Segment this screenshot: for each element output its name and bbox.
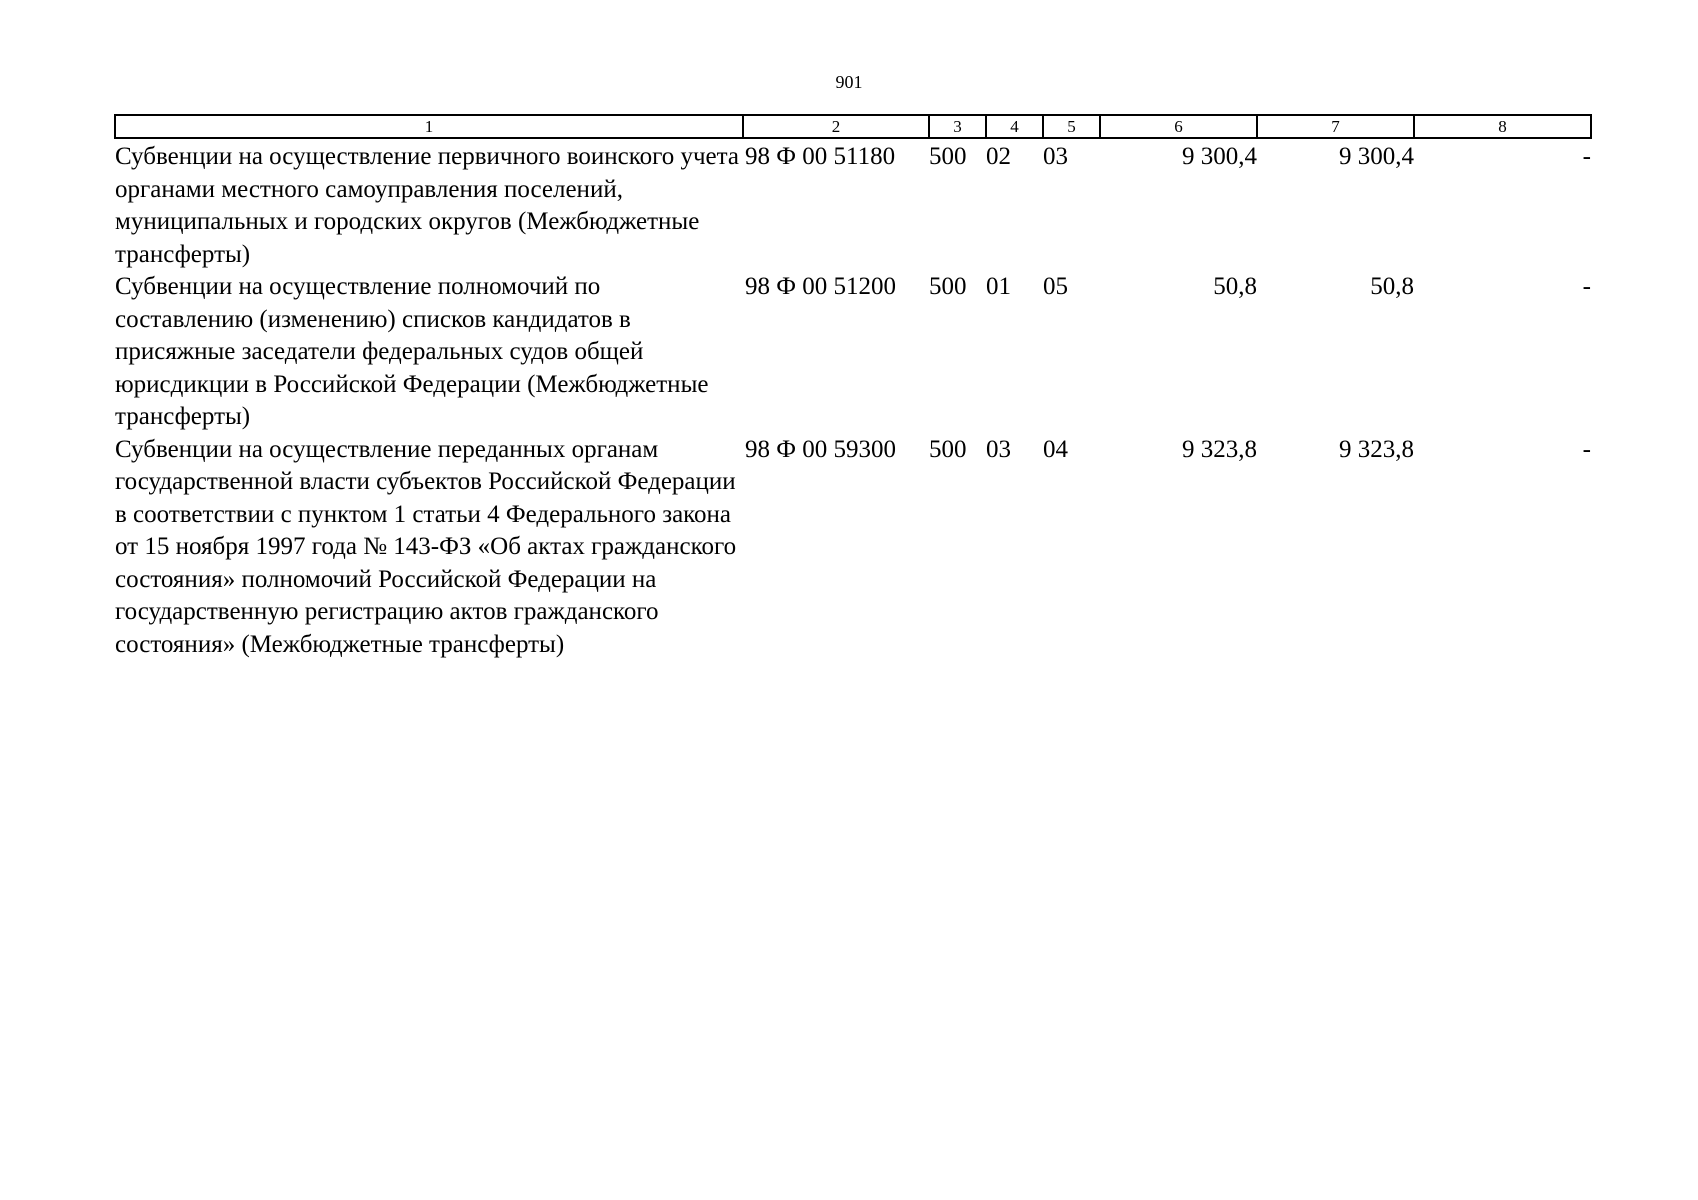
row-amount-6: 9 323,8: [1182, 435, 1257, 463]
row-amount-7: 9 323,8: [1339, 435, 1414, 463]
column-number-2: 2: [743, 115, 929, 138]
row-target-code: 98 Ф 00 59300: [745, 435, 897, 463]
row-amount-6: 9 300,4: [1182, 143, 1257, 170]
row-amount-8: -: [1582, 435, 1591, 463]
column-number-3: 3: [929, 115, 986, 138]
row-section: 02: [986, 143, 1011, 170]
column-number-7: 7: [1257, 115, 1414, 138]
table-row: [115, 434, 1591, 662]
table-row: [115, 138, 1591, 271]
column-number-6: 6: [1100, 115, 1257, 138]
row-amount-7: 50,8: [1370, 273, 1414, 300]
row-subsection: 05: [1043, 273, 1068, 300]
row-amount-6: 50,8: [1213, 273, 1257, 300]
page-number: 901: [835, 72, 863, 92]
column-number-1: 1: [115, 115, 743, 138]
table-row: [115, 271, 1591, 434]
row-name: Субвенции на осуществление полномочий по составлению (изменению) списков кандидатов в присяжные заседатели федеральных судов общей юрисдикции в Российской Федерации (Межбюджетные трансферты): [115, 273, 709, 430]
row-name: Субвенции на осуществление переданных органам государственной власти субъектов Российской Федерации в соответствии с пунктом 1 статьи 4 Федерального закона от 15 ноября 1997 года № 143-ФЗ «Об актах гражданского состояния» полномочий Российской Федерации на государственную регистрацию актов гражданского состояния» (Межбюджетные трансферты): [115, 435, 737, 658]
row-section: 03: [986, 435, 1011, 463]
row-subsection: 03: [1043, 143, 1068, 170]
column-number-8: 8: [1414, 115, 1591, 138]
row-target-code: 98 Ф 00 51200: [745, 273, 897, 300]
row-expense-type: 500: [929, 143, 967, 170]
row-target-code: 98 Ф 00 51180: [745, 143, 896, 170]
row-expense-type: 500: [929, 435, 967, 463]
row-amount-8: -: [1582, 143, 1591, 170]
column-number-row: [115, 115, 1591, 138]
column-number-4: 4: [986, 115, 1043, 138]
row-subsection: 04: [1043, 435, 1068, 463]
column-number-5: 5: [1043, 115, 1100, 138]
budget-table: [114, 114, 1592, 661]
row-expense-type: 500: [929, 273, 967, 300]
row-amount-7: 9 300,4: [1339, 143, 1414, 170]
row-section: 01: [986, 273, 1011, 300]
row-amount-8: -: [1582, 273, 1591, 300]
row-name: Субвенции на осуществление первичного воинского учета органами местного самоуправления поселений, муниципальных и городских округов (Межбюджетные трансферты): [115, 143, 739, 268]
